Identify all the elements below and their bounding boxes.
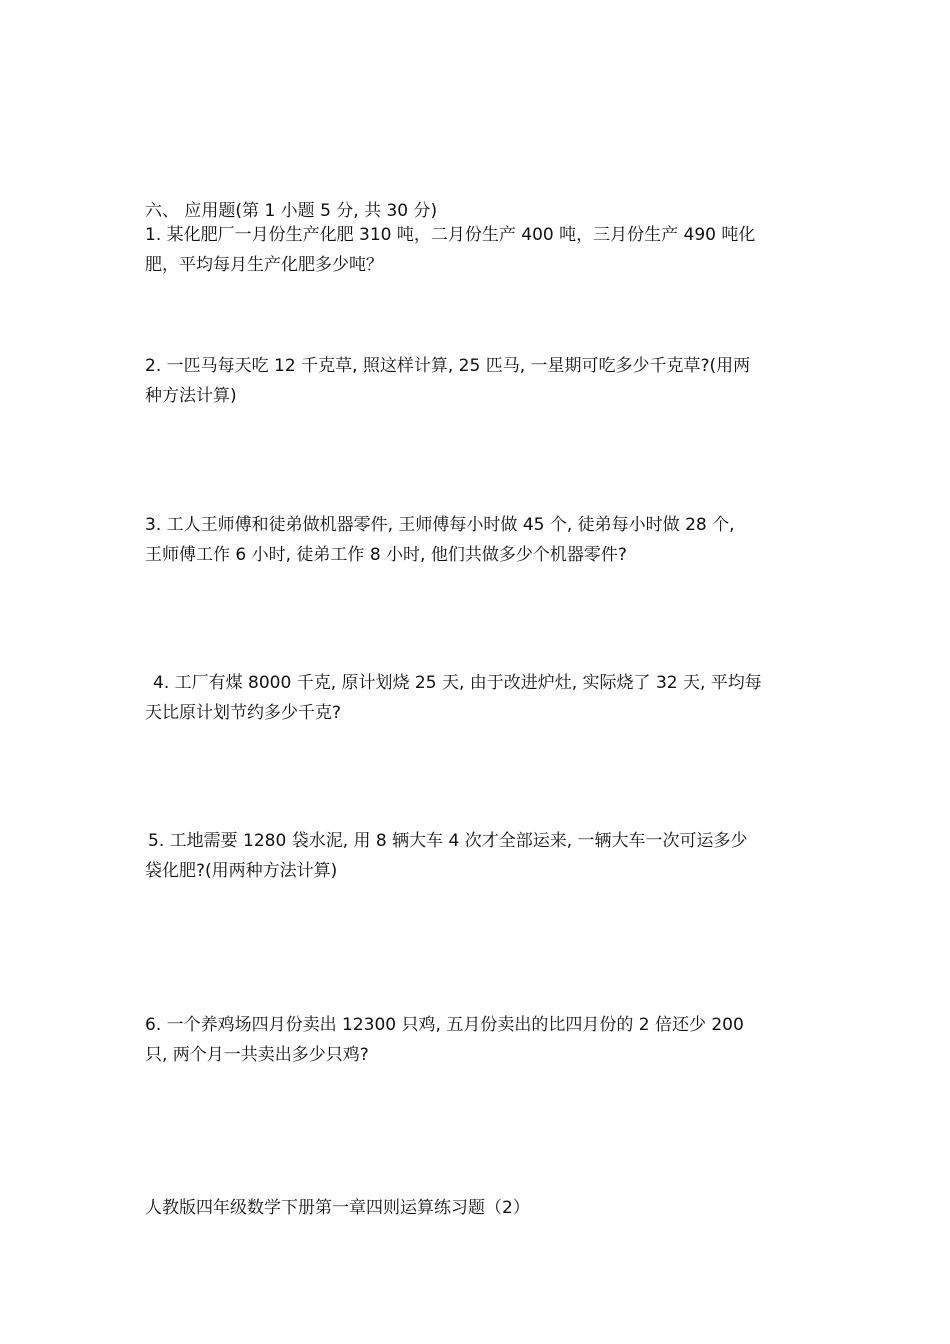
question-3 (145, 510, 825, 570)
question-1 (145, 220, 825, 280)
question-5-line-2: 袋化肥?(用两种方法计算) (145, 861, 338, 881)
question-6 (145, 1010, 825, 1070)
question-2 (145, 351, 825, 411)
question-4 (145, 668, 825, 728)
question-3-line-2: 王师傅工作 6 小时, 徒弟工作 8 小时, 他们共做多少个机器零件? (145, 545, 627, 565)
question-6-line-1: 6. 一个养鸡场四月份卖出 12300 只鸡, 五月份卖出的比四月份的 2 倍还少 200 (145, 1015, 744, 1035)
question-4-line-2: 天比原计划节约多少千克? (145, 703, 342, 723)
question-5 (145, 826, 825, 886)
section-heading: 六、 应用题(第 1 小题 5 分, 共 30 分) (145, 201, 438, 221)
question-2-line-1: 2. 一匹马每天吃 12 千克草, 照这样计算, 25 匹马, 一星期可吃多少千克草?(用两 (145, 356, 751, 376)
question-1-line-2: 肥，平均每月生产化肥多少吨？ (145, 255, 383, 275)
question-2-line-2: 种方法计算) (145, 386, 237, 406)
question-1-line-1: 1. 某化肥厂一月份生产化肥 310 吨，二月份生产 400 吨，三月份生产 490 吨化 (145, 225, 756, 245)
question-3-line-1: 3. 工人王师傅和徒弟做机器零件, 王师傅每小时做 45 个, 徒弟每小时做 28 个, (145, 515, 735, 535)
footer-title: 人教版四年级数学下册第一章四则运算练习题（2） (145, 1198, 530, 1218)
question-6-line-2: 只, 两个月一共卖出多少只鸡? (145, 1045, 369, 1065)
question-5-line-1: 5. 工地需要 1280 袋水泥, 用 8 辆大车 4 次才全部运来, 一辆大车一次可运多少 (148, 831, 748, 851)
question-4-line-1: 4. 工厂有煤 8000 千克, 原计划烧 25 天, 由于改进炉灶, 实际烧了 32 天, 平均每 (153, 673, 762, 693)
